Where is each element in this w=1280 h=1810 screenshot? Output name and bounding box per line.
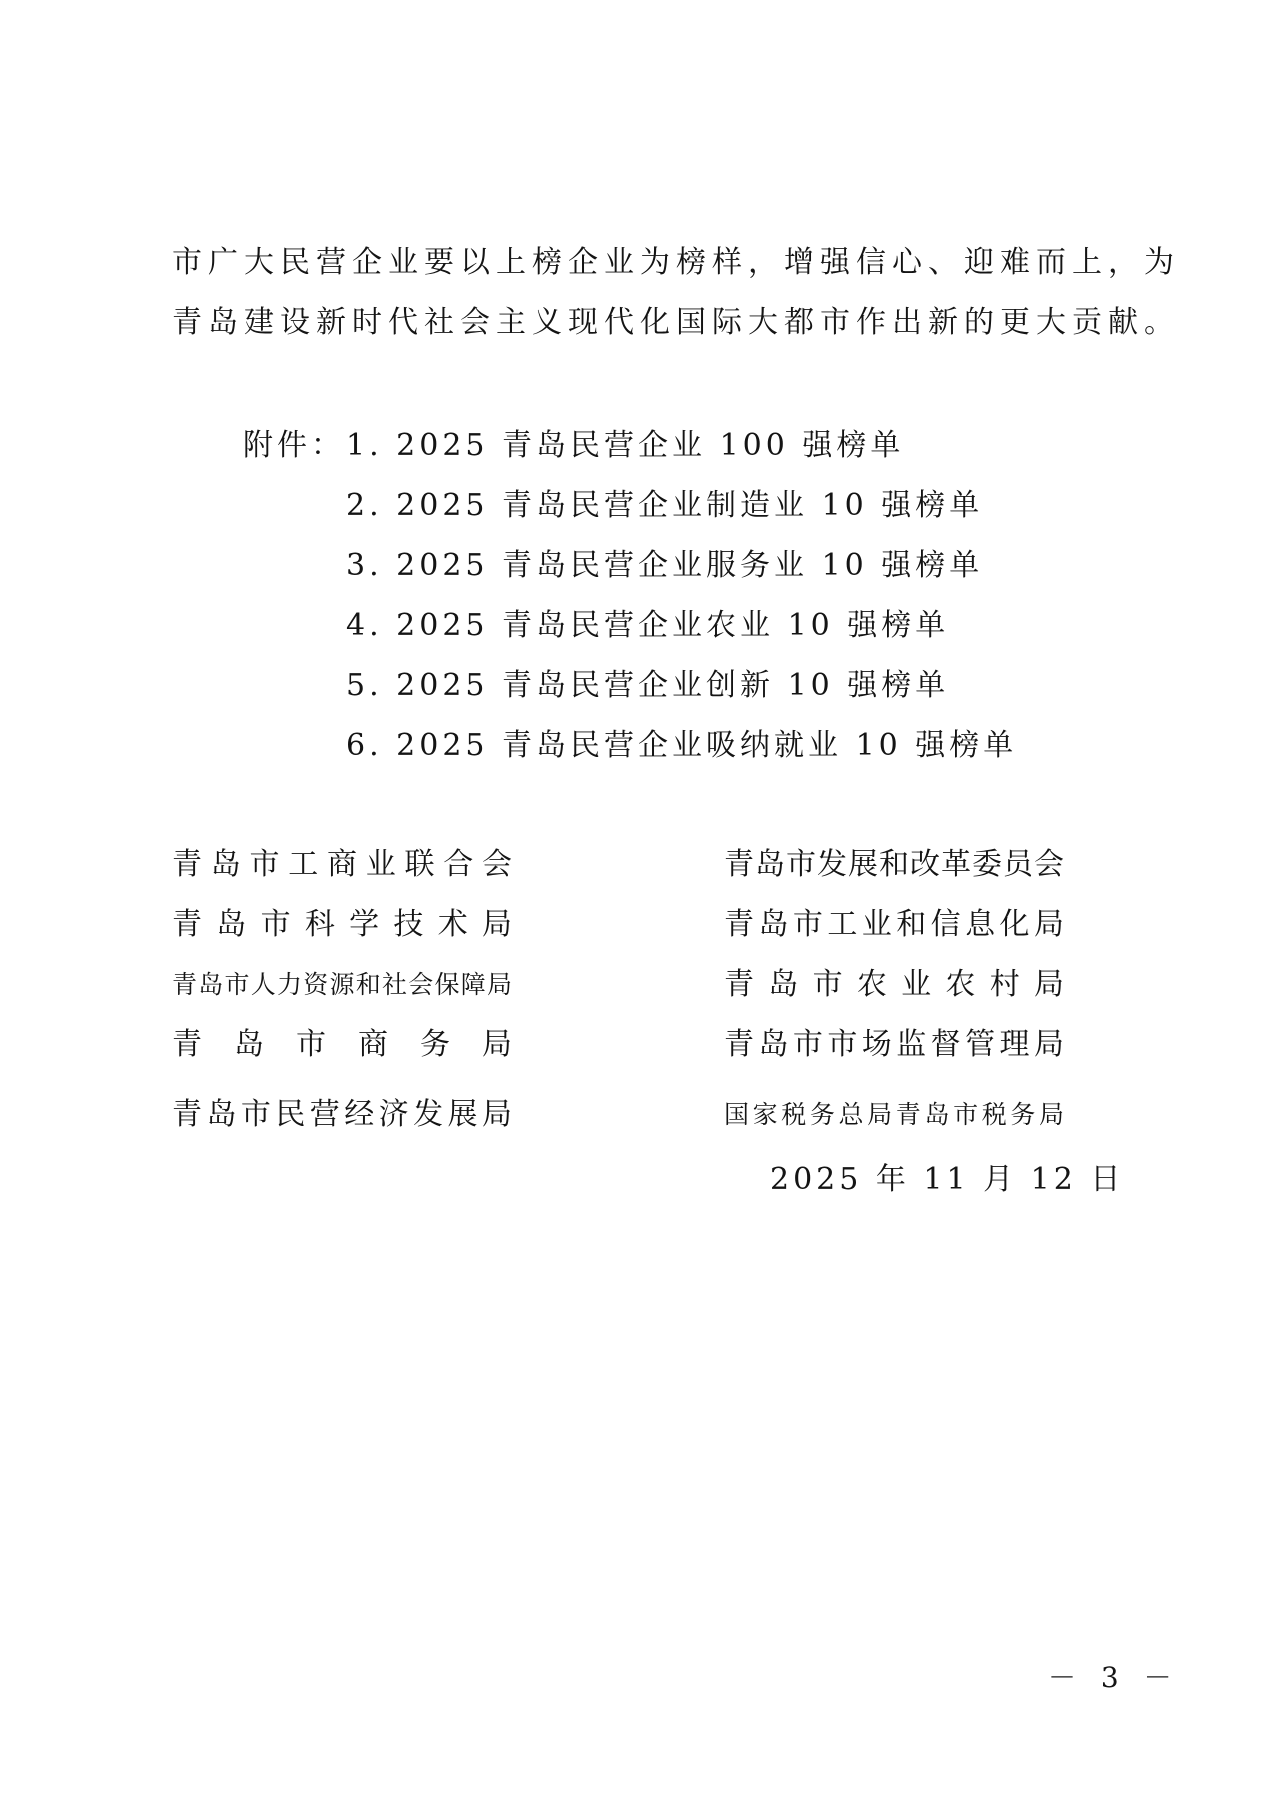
- attachments-label: 附件：: [243, 428, 345, 463]
- signatory-left-2: 青岛市科学技术局: [172, 907, 512, 942]
- page-number: － 3 －: [1048, 1661, 1180, 1694]
- signatory-right-1: 青岛市发展和改革委员会: [724, 847, 1064, 882]
- attachment-item-6: 6. 2025 青岛民营企业吸纳就业 10 强榜单: [346, 728, 1018, 763]
- attachment-item-1: 1. 2025 青岛民营企业 100 强榜单: [346, 428, 905, 463]
- attachment-item-2: 2. 2025 青岛民营企业制造业 10 强榜单: [346, 488, 984, 523]
- issue-date: 2025 年 11 月 12 日: [770, 1162, 1125, 1197]
- attachment-item-3: 3. 2025 青岛民营企业服务业 10 强榜单: [346, 548, 984, 583]
- signatory-right-4: 青岛市市场监督管理局: [724, 1027, 1064, 1062]
- signatory-right-5: 国家税务总局青岛市税务局: [724, 1100, 1064, 1129]
- signatory-left-4: 青岛市商务局: [172, 1027, 512, 1062]
- body-paragraph-line-1: 市广大民营企业要以上榜企业为榜样，增强信心、迎难而上，为: [172, 245, 1180, 280]
- attachment-item-4: 4. 2025 青岛民营企业农业 10 强榜单: [346, 608, 950, 643]
- signatory-right-2: 青岛市工业和信息化局: [724, 907, 1064, 942]
- signatory-left-3: 青岛市人力资源和社会保障局: [172, 970, 512, 999]
- attachment-item-5: 5. 2025 青岛民营企业创新 10 强榜单: [346, 668, 950, 703]
- body-paragraph-line-2: 青岛建设新时代社会主义现代化国际大都市作出新的更大贡献。: [172, 305, 1180, 340]
- signatory-left-1: 青岛市工商业联合会: [172, 847, 512, 882]
- signatory-right-3: 青岛市农业农村局: [724, 967, 1064, 1002]
- signatory-left-5: 青岛市民营经济发展局: [172, 1097, 512, 1132]
